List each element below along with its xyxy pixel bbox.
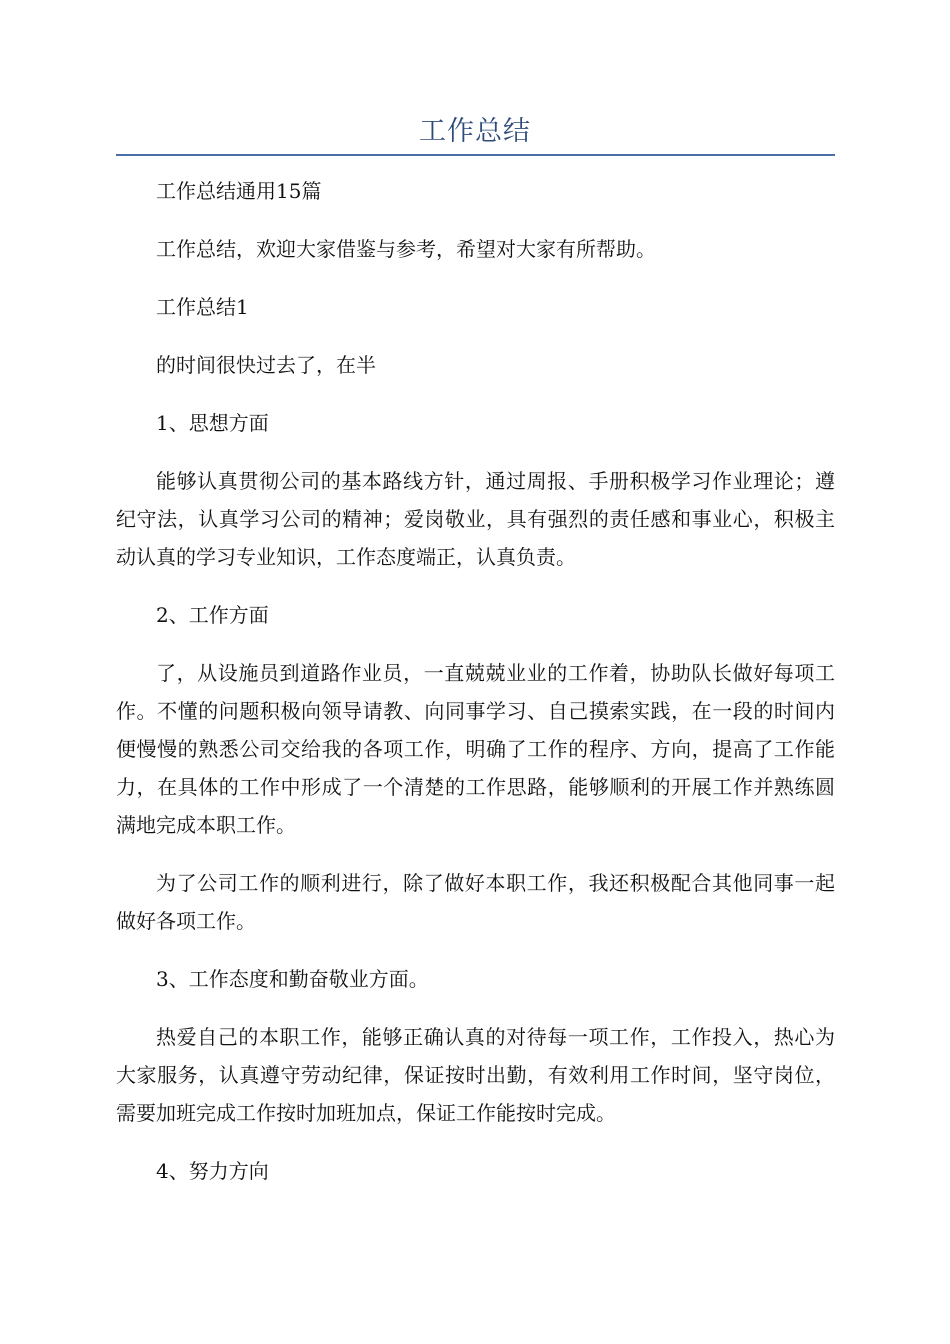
body-paragraph: 的时间很快过去了，在半 xyxy=(156,353,376,377)
document-body xyxy=(116,172,835,1190)
body-paragraph: 了，从设施员到道路作业员，一直兢兢业业的工作着，协助队长做好每项工作。不懂的问题积极向领导请教、向同事学习、自己摸索实践，在一段的时间内便慢慢的熟悉公司交给我的各项工作，明确了工作的程序、方向，提高了工作能力，在具体的工作中形成了一个清楚的工作思路，能够顺利的开展工作并熟练圆满地完成本职工作。 xyxy=(116,661,835,837)
body-paragraph: 能够认真贯彻公司的基本路线方针，通过周报、手册积极学习作业理论；遵纪守法，认真学习公司的精神；爱岗敬业，具有强烈的责任感和事业心，积极主动认真的学习专业知识，工作态度端正，认真负责。 xyxy=(116,469,835,569)
intro-paragraph: 工作总结，欢迎大家借鉴与参考，希望对大家有所帮助。 xyxy=(156,237,656,261)
body-paragraph: 热爱自己的本职工作，能够正确认真的对待每一项工作，工作投入，热心为大家服务，认真遵守劳动纪律，保证按时出勤，有效利用工作时间，坚守岗位，需要加班完成工作按时加班加点，保证工作能按时完成。 xyxy=(116,1025,835,1125)
section-heading-thinking: 1、思想方面 xyxy=(156,411,269,435)
body-paragraph: 为了公司工作的顺利进行，除了做好本职工作，我还积极配合其他同事一起做好各项工作。 xyxy=(116,871,835,933)
section-heading-attitude: 3、工作态度和勤奋敬业方面。 xyxy=(156,967,429,991)
section-heading-direction: 4、努力方向 xyxy=(156,1159,269,1183)
document-title: 工作总结 xyxy=(419,116,531,147)
subtitle-paragraph: 工作总结通用15篇 xyxy=(156,179,322,203)
section-heading-work: 2、工作方面 xyxy=(156,603,269,627)
section-heading-summary-1: 工作总结1 xyxy=(156,295,249,319)
title-underline xyxy=(116,154,835,156)
